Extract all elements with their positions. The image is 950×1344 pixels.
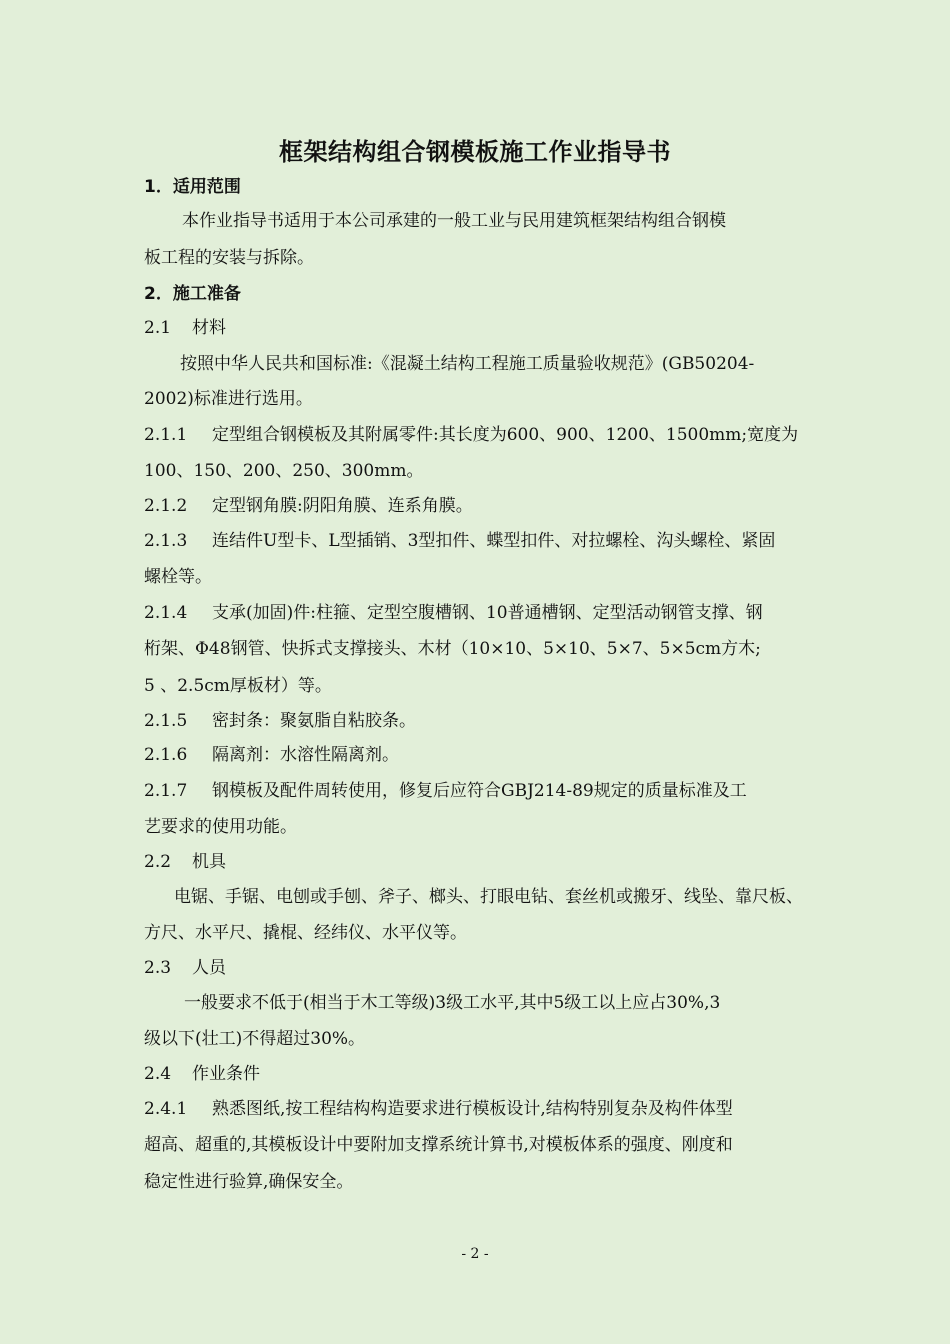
paragraph-line: 艺要求的使用功能。	[144, 817, 297, 837]
paragraph-line: 板工程的安装与拆除。	[144, 248, 314, 268]
list-item: 2.1.2 定型钢角膜:阴阳角膜、连系角膜。	[144, 496, 473, 516]
item-number: 2.1.7	[144, 781, 188, 801]
page-number: - 2 -	[461, 1246, 489, 1262]
list-item: 2.1.3 连结件U型卡、L型插销、3型扣件、蝶型扣件、对拉螺栓、沟头螺栓、紧固	[144, 531, 776, 551]
paragraph-line: 按照中华人民共和国标准:《混凝土结构工程施工质量验收规范》(GB50204-	[180, 354, 755, 374]
paragraph-line: 螺栓等。	[144, 567, 212, 587]
paragraph-line: 级以下(壮工)不得超过30%。	[144, 1029, 366, 1049]
item-number: 2.4	[144, 1064, 172, 1084]
list-item: 2.1.4 支承(加固)件:柱箍、定型空腹槽钢、10普通槽钢、定型活动钢管支撑、钢	[144, 603, 763, 623]
list-item: 2.1.5 密封条：聚氨脂自粘胶条。	[144, 711, 416, 731]
paragraph-line: 2002)标准进行选用。	[144, 389, 313, 409]
item-number: 2.1.4	[144, 603, 188, 623]
item-number: 2.1.3	[144, 531, 188, 551]
paragraph-line: 电锯、手锯、电刨或手刨、斧子、榔头、打眼电钻、套丝机或搬牙、线坠、靠尺板、	[174, 887, 803, 907]
section-heading: 2．施工准备	[144, 284, 241, 304]
paragraph-line: 桁架、Φ48钢管、快拆式支撑接头、木材（10×10、5×10、5×7、5×5cm方木;	[144, 639, 761, 659]
paragraph-line: 超高、超重的,其模板设计中要附加支撑系统计算书,对模板体系的强度、刚度和	[144, 1135, 733, 1155]
section-heading: 1．适用范围	[144, 177, 241, 197]
paragraph-line: 100、150、200、250、300mm。	[144, 461, 424, 481]
item-number: 2.2	[144, 852, 172, 872]
item-number: 2.1.5	[144, 711, 188, 731]
item-number: 2.3	[144, 958, 172, 978]
paragraph-line: 方尺、水平尺、撬棍、经纬仪、水平仪等。	[144, 923, 467, 943]
list-item: 2.1.6 隔离剂：水溶性隔离剂。	[144, 745, 399, 765]
paragraph-line: 5 、2.5cm厚板材）等。	[144, 676, 332, 696]
item-number: 2.1.2	[144, 496, 188, 516]
paragraph-line: 一般要求不低于(相当于木工等级)3级工水平,其中5级工以上应占30%,3	[184, 993, 721, 1013]
subsection-heading: 2.3 人员	[144, 958, 226, 978]
subsection-heading: 2.2 机具	[144, 852, 226, 872]
item-number: 2.1	[144, 318, 172, 338]
document-title: 框架结构组合钢模板施工作业指导书	[279, 138, 671, 166]
item-number: 2.1.1	[144, 425, 188, 445]
list-item: 2.4.1 熟悉图纸,按工程结构构造要求进行模板设计,结构特别复杂及构件体型	[144, 1099, 733, 1119]
subsection-heading: 2.4 作业条件	[144, 1064, 260, 1084]
list-item: 2.1.7 钢模板及配件周转使用，修复后应符合GBJ214-89规定的质量标准及工	[144, 781, 747, 801]
paragraph-line: 稳定性进行验算,确保安全。	[144, 1172, 354, 1192]
paragraph-line: 本作业指导书适用于本公司承建的一般工业与民用建筑框架结构组合钢模	[182, 211, 726, 231]
subsection-heading: 2.1 材料	[144, 318, 226, 338]
list-item: 2.1.1 定型组合钢模板及其附属零件:其长度为600、900、1200、1500mm;宽度为	[144, 425, 799, 445]
item-number: 2.4.1	[144, 1099, 188, 1119]
item-number: 2.1.6	[144, 745, 188, 765]
